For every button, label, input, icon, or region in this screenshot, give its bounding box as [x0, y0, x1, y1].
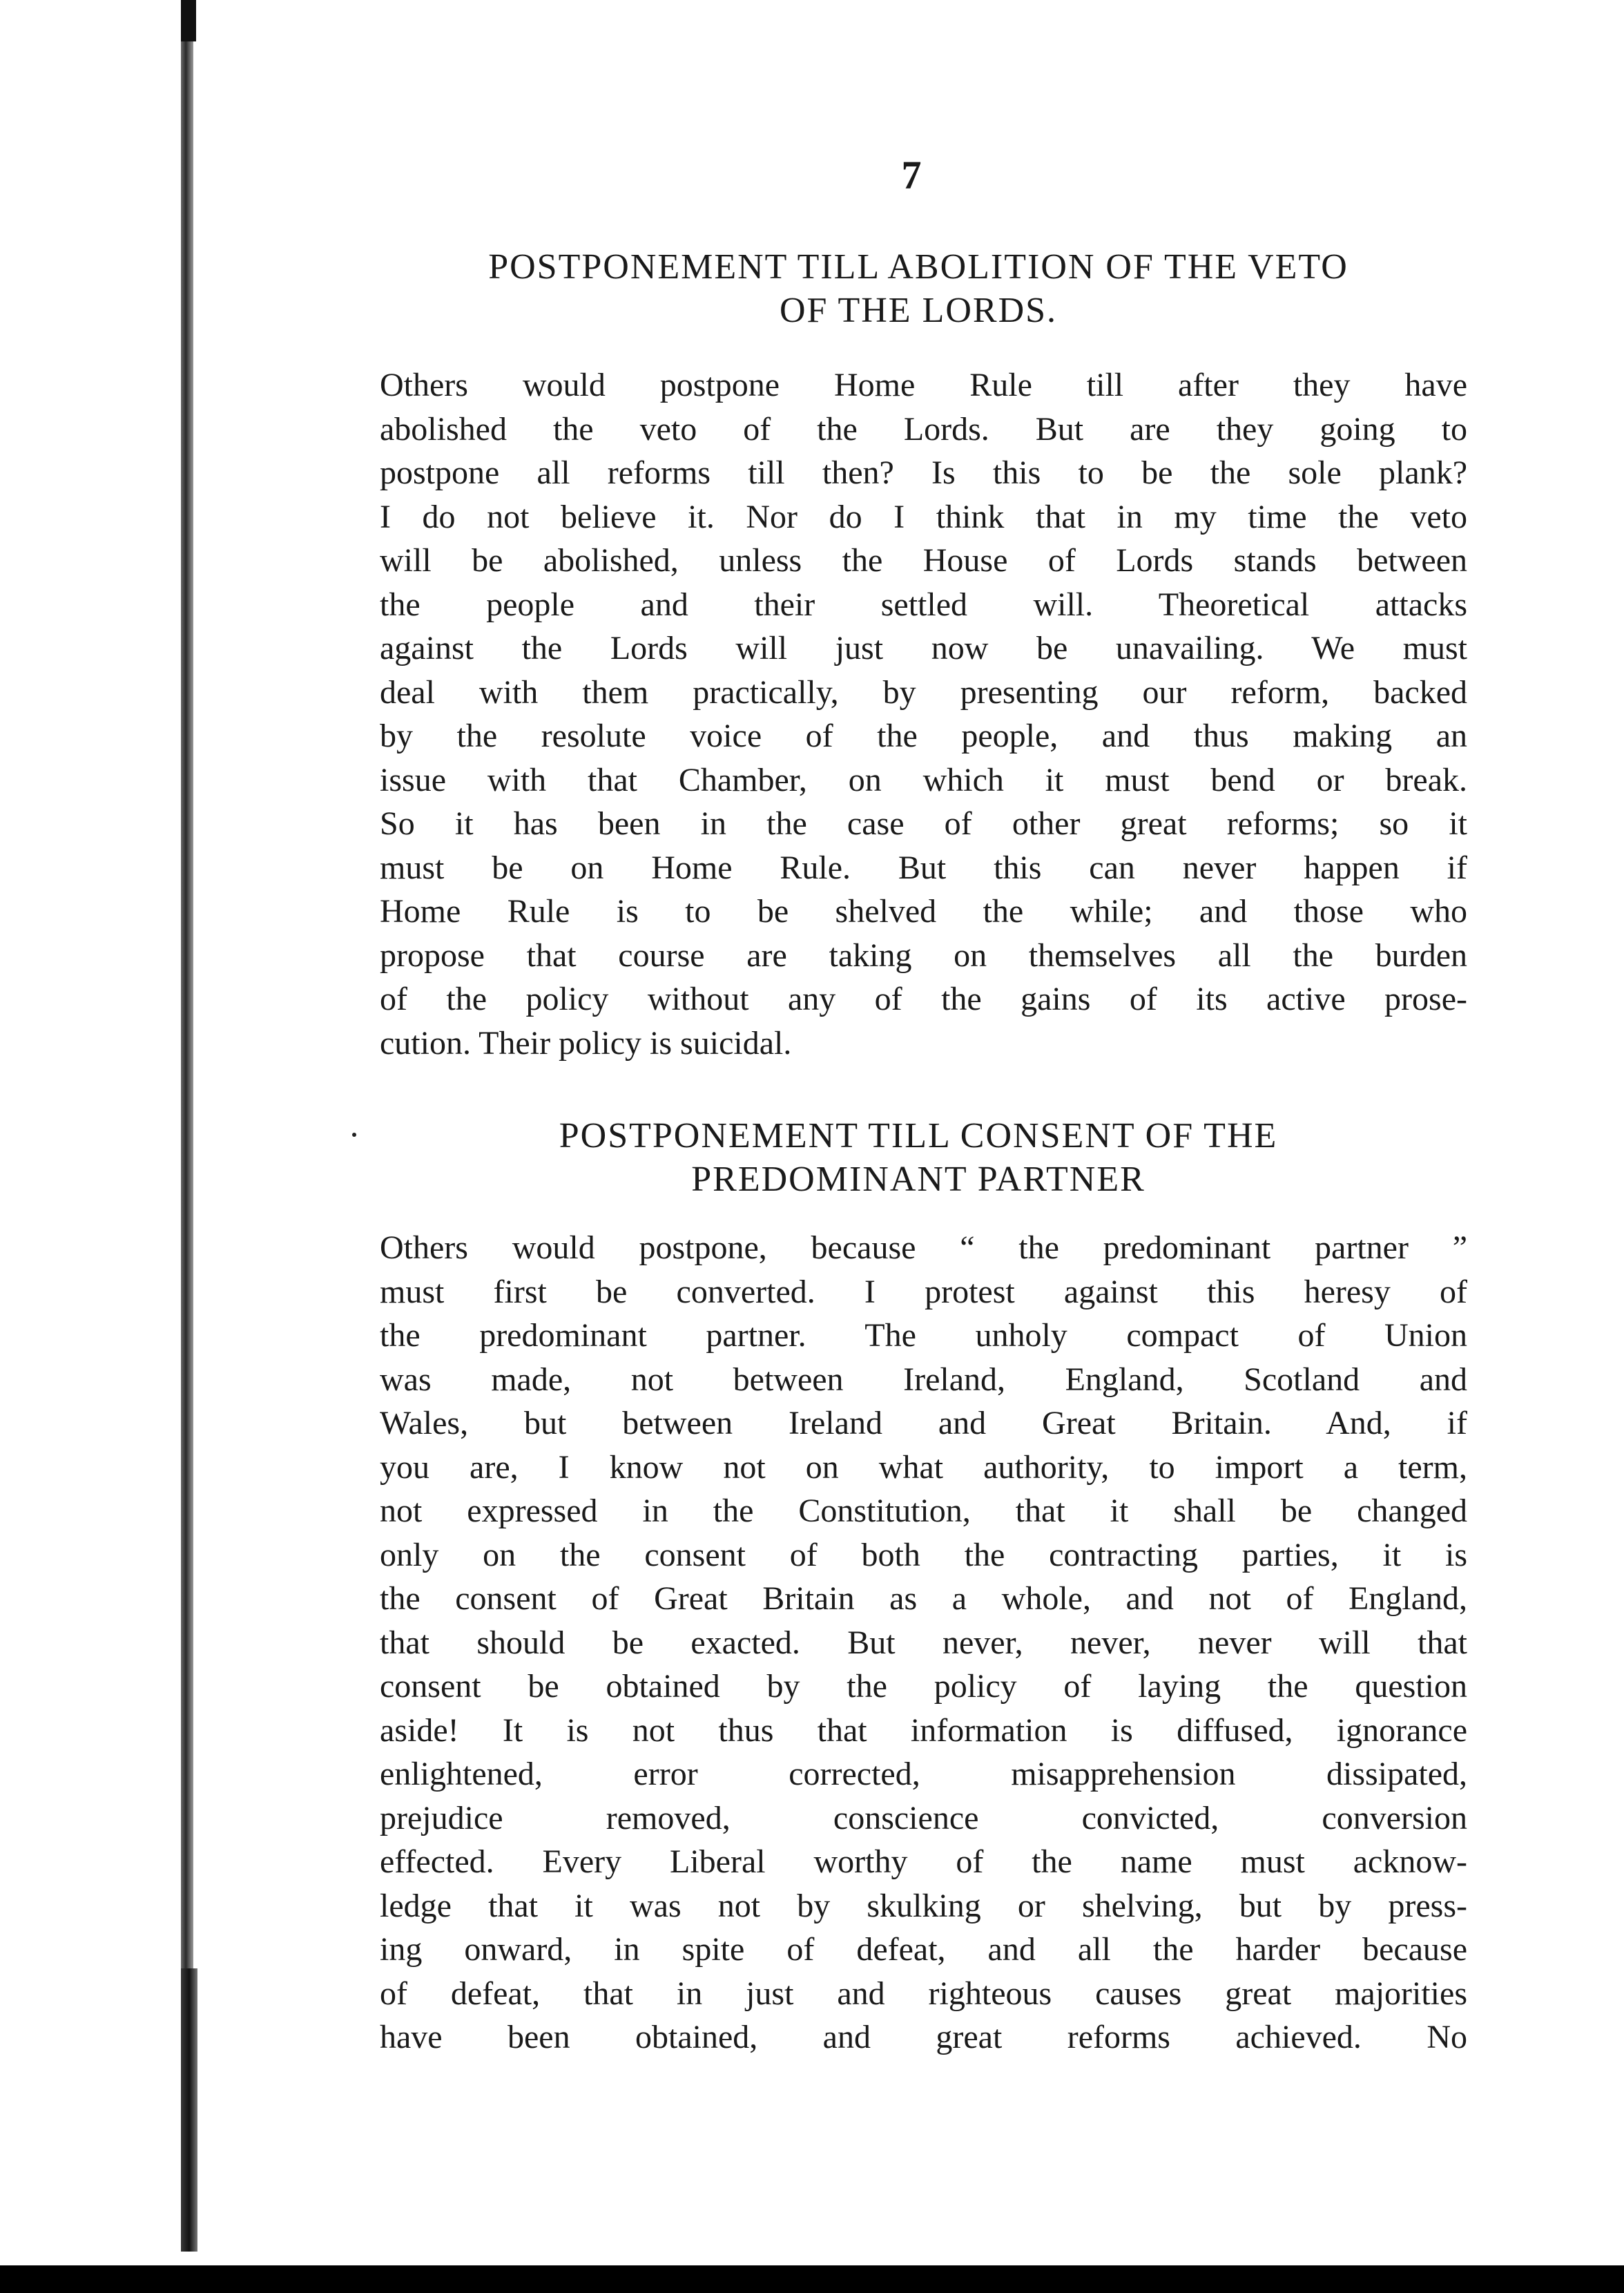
section-heading-veto — [366, 245, 1471, 332]
text-line: prejudice removed, conscience convicted, conversion — [380, 1799, 1467, 1836]
text-line: the people and their settled will. Theoretical attacks — [380, 586, 1467, 623]
heading-line: POSTPONEMENT TILL ABOLITION OF THE VETO — [488, 247, 1348, 287]
binding-edge-bottom — [181, 1968, 197, 2252]
binding-edge — [181, 0, 193, 2252]
text-line: the predominant partner. The unholy compact of Union — [380, 1317, 1467, 1354]
text-line: cution. Their policy is suicidal. — [380, 1024, 792, 1062]
binding-edge-top — [181, 0, 196, 41]
text-line: only on the consent of both the contracting parties, it is — [380, 1536, 1467, 1573]
text-line: of the policy without any of the gains of its active prose- — [380, 981, 1467, 1017]
text-line: against the Lords will just now be unavailing. We must — [380, 630, 1467, 666]
text-line: aside! It is not thus that information is diffused, ignorance — [380, 1711, 1467, 1749]
section-body-veto — [380, 363, 1467, 1065]
text-line: that should be exacted. But never, never, never will that — [380, 1624, 1467, 1661]
text-line: of defeat, that in just and righteous causes great majorities — [380, 1975, 1467, 2012]
heading-line: POSTPONEMENT TILL CONSENT OF THE — [559, 1116, 1278, 1155]
text-line: effected. Every Liberal worthy of the name must acknow- — [380, 1843, 1467, 1880]
page-number: 7 — [901, 153, 922, 198]
text-line: not expressed in the Constitution, that it shall be changed — [380, 1493, 1467, 1529]
text-line: must be on Home Rule. But this can never happen if — [380, 849, 1467, 886]
heading-line: PREDOMINANT PARTNER — [691, 1160, 1146, 1199]
text-line: the consent of Great Britain as a whole, and not of England, — [380, 1580, 1467, 1617]
text-line: issue with that Chamber, on which it must bend or break. — [380, 761, 1467, 798]
text-line: you are, I know not on what authority, to import a term, — [380, 1448, 1467, 1486]
text-line: ledge that it was not by skulking or shelving, but by press- — [380, 1887, 1467, 1924]
text-line: propose that course are taking on themselves all the burden — [380, 937, 1467, 974]
text-line: was made, not between Ireland, England, Scotland and — [380, 1361, 1467, 1398]
heading-line: OF THE LORDS. — [779, 291, 1058, 330]
text-line: abolished the veto of the Lords. But are they going to — [380, 410, 1467, 448]
text-line: I do not believe it. Nor do I think that in my time the veto — [380, 498, 1467, 535]
text-line: Home Rule is to be shelved the while; and those who — [380, 893, 1467, 930]
text-line: postpone all reforms till then? Is this to be the sole plank? — [380, 454, 1467, 491]
text-line: must first be converted. I protest against this heresy of — [380, 1273, 1467, 1310]
marginal-mark — [352, 1133, 356, 1137]
text-line: will be abolished, unless the House of Lords stands between — [380, 542, 1467, 579]
text-line: Wales, but between Ireland and Great Britain. And, if — [380, 1405, 1467, 1441]
text-line: consent be obtained by the policy of laying the question — [380, 1668, 1467, 1705]
text-line: by the resolute voice of the people, and thus making an — [380, 718, 1467, 754]
text-line: deal with them practically, by presenting our reform, backed — [380, 673, 1467, 711]
scan-bottom-border — [0, 2265, 1624, 2293]
text-line: So it has been in the case of other great reforms; so it — [380, 805, 1467, 842]
section-heading-partner — [366, 1114, 1471, 1201]
text-line: have been obtained, and great reforms achieved. No — [380, 2019, 1467, 2055]
text-line: Others would postpone Home Rule till after they have — [380, 367, 1467, 403]
section-body-partner — [380, 1226, 1467, 2060]
text-line: ing onward, in spite of defeat, and all the harder because — [380, 1931, 1467, 1968]
text-line: Others would postpone, because “ the predominant partner ” — [380, 1229, 1467, 1266]
text-line: enlightened, error corrected, misapprehension dissipated, — [380, 1756, 1467, 1792]
